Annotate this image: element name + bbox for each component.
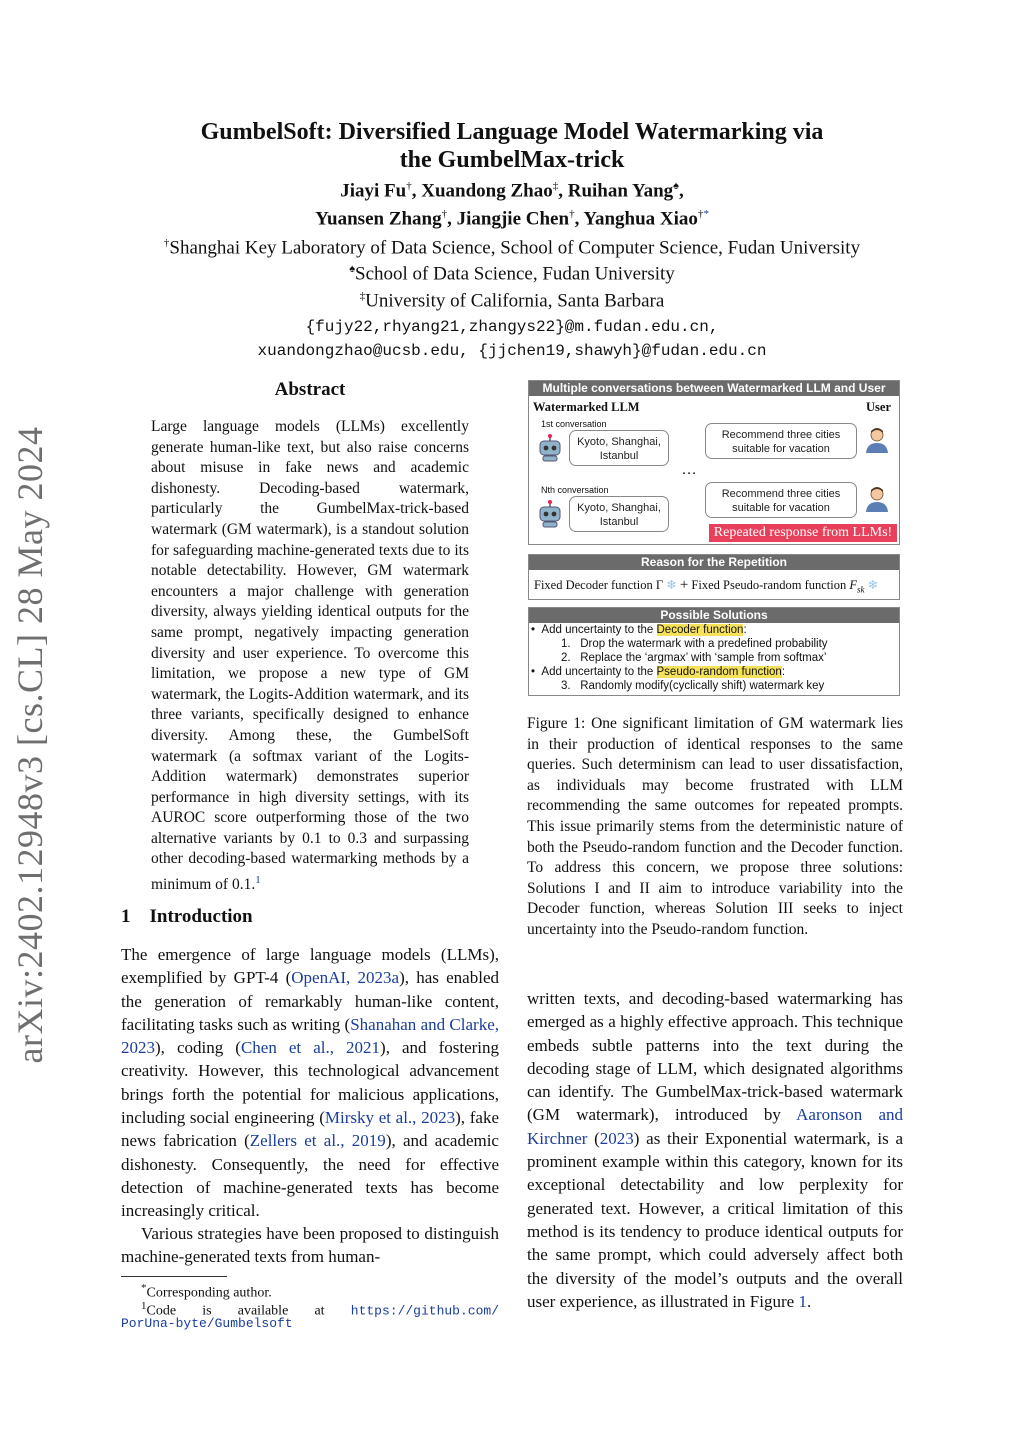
- citation-link[interactable]: Shanahan and Clarke, 2023: [121, 1014, 499, 1058]
- author-name: Jiayi Fu: [340, 180, 407, 202]
- panel-header: Reason for the Repetition: [529, 555, 899, 570]
- user-icon: [863, 485, 891, 513]
- text: ), and academic dishonesty. Consequently, the need for effective detection of machine-generated texts has become increasingly critical.: [121, 1131, 499, 1221]
- reason-decoder: Fixed Decoder function Γ: [534, 578, 664, 592]
- citation-link[interactable]: Aaronson and Kirchner: [527, 1105, 903, 1148]
- text: .: [806, 1291, 812, 1311]
- text: The emergence of large language models (LLMs), exemplified by GPT-4 (: [121, 945, 499, 988]
- author-name: Xuandong Zhao: [421, 180, 553, 202]
- snowflake-icon: ❄: [867, 578, 879, 592]
- code-url[interactable]: https://github.com/: [350, 1303, 499, 1319]
- author-name: Yuansen Zhang: [315, 208, 442, 230]
- user-query-bubble: Recommend three cities suitable for vacation: [705, 423, 857, 459]
- text: Add uncertainty to the: [541, 666, 657, 678]
- solution-bullet: • Add uncertainty to the Decoder function:: [531, 624, 747, 636]
- affil-mark: ♠: [673, 180, 679, 192]
- affiliation-1: [120, 237, 904, 259]
- affil-mark: ‡: [552, 180, 559, 192]
- email-line-1: {fujy22,rhyang21,zhangys22}@m.fudan.edu.cn,: [305, 318, 719, 336]
- figure-1-caption: Figure 1: One significant limitation of GM watermark lies in their production of identical responses to the same queries. Such determinism can lead to user dissatisfaction, as individuals may become frustrated with LLM recommending the same outcomes for repeated prompts. This issue primarily stems from the deterministic nature of both the Pseudo-random function and the Decoder function. To address this concern, we propose three solutions: Solutions I and II aim to introduce variability into the Decoder function, whereas Solution III seeks to inject uncertainty into the Pseudo-random function.: [527, 715, 903, 938]
- intro-paragraph-3: [527, 987, 903, 1313]
- section-number: 1: [121, 906, 131, 927]
- item-text: Randomly modify(cyclically shift) watermark key: [580, 680, 825, 692]
- user-icon: [863, 426, 891, 454]
- footnote-ref[interactable]: 1: [255, 874, 261, 887]
- affil-mark: †: [406, 180, 412, 192]
- text: Add uncertainty to the: [541, 624, 657, 636]
- affil-mark: ‡: [359, 290, 366, 302]
- title-line-1: GumbelSoft: Diversified Language Model Watermarking via: [200, 119, 824, 145]
- email-address[interactable]: {jjchen19,shawyh}@fudan.edu.cn: [478, 342, 767, 360]
- email-address[interactable]: xuandongzhao@ucsb.edu,: [257, 342, 469, 360]
- robot-icon: [535, 499, 565, 529]
- item-number: 2.: [561, 652, 571, 664]
- panel-header: Possible Solutions: [529, 608, 899, 623]
- highlight-pseudorandom: Pseudo-random function: [656, 666, 782, 678]
- arxiv-identifier: arXiv:2402.12948v3 [cs.CL] 28 May 2024: [10, 426, 50, 1064]
- figure-1: [528, 380, 900, 698]
- user-label: User: [866, 400, 891, 414]
- citation-link[interactable]: Chen et al., 2021: [240, 1038, 381, 1058]
- item-number: 1.: [561, 638, 571, 650]
- text: written texts, and decoding-based watermarking has emerged as a highly effective approach. This technique embeds subtle patterns into the text during the decoding stage of LLM, which designated algorithms can identify. The GumbelMax-trick-based watermark (GM watermark), introduced by: [527, 989, 903, 1125]
- function-subscript: sk: [857, 584, 865, 595]
- author-name: Ruihan Yang: [567, 180, 674, 202]
- function-symbol: F: [849, 578, 858, 592]
- solution-item: [561, 680, 824, 692]
- author-line-1: Jiayi Fu†, Xuandong Zhao‡, Ruihan Yang♠,: [340, 180, 684, 202]
- footnote-text: Code is available at: [146, 1303, 325, 1319]
- solution-bullet: • Add uncertainty to the Pseudo-random function:: [531, 666, 786, 678]
- affil-mark: †: [697, 208, 704, 220]
- footnote-text: Corresponding author.: [146, 1285, 272, 1301]
- text: :: [781, 666, 786, 678]
- section-heading-introduction: [121, 906, 501, 928]
- citation-link[interactable]: Zellers et al., 2019: [249, 1131, 386, 1151]
- plus-sign: +: [679, 577, 689, 593]
- text: ) as their Exponential watermark, is a prominent example within this category, known for its exceptional detectability and low perplexity for generated text. However, a critical limitation of this method is its tendency to produce identical outputs for the same prompt, which could adversely affect both the diversity of the model’s outputs and the overall user experience, as illustrated in Figure: [527, 1128, 903, 1311]
- llm-label: Watermarked LLM: [533, 400, 640, 414]
- item-number: 3.: [561, 680, 571, 692]
- solution-item: [561, 652, 826, 664]
- ellipsis: …: [681, 461, 697, 478]
- affiliation-2: [120, 263, 904, 285]
- code-url-continued[interactable]: PorUna-byte/Gumbelsoft: [121, 1316, 293, 1331]
- author-line-2: Yuansen Zhang†, Jiangjie Chen†, Yanghua Xiao†*: [315, 208, 709, 230]
- footnote-mark: *: [141, 1282, 147, 1294]
- item-text: Replace the ‘argmax’ with ‘sample from softmax’: [580, 652, 827, 664]
- robot-icon: [535, 433, 565, 463]
- solution-item: [561, 638, 828, 650]
- author-name: Yanghua Xiao: [583, 208, 698, 230]
- text: ), coding (: [155, 1038, 241, 1058]
- citation-link[interactable]: OpenAI, 2023a: [291, 968, 400, 988]
- affiliation-text: Shanghai Key Laboratory of Data Science, School of Computer Science, Fudan University: [169, 237, 861, 259]
- highlight-decoder: Decoder function: [656, 624, 744, 636]
- email-line-2: [120, 342, 904, 360]
- reason-text: [534, 577, 878, 595]
- intro-paragraph-2: Various strategies have been proposed to distinguish machine-generated texts from human-: [121, 1224, 499, 1267]
- paper-title: [120, 118, 904, 174]
- footnote-rule: [121, 1276, 227, 1277]
- llm-reply-bubble: Kyoto, Shanghai, Istanbul: [569, 430, 669, 466]
- title-line-2: the GumbelMax-trick: [399, 147, 625, 173]
- user-query-bubble: Recommend three cities suitable for vacation: [705, 482, 857, 518]
- affil-mark: †: [163, 237, 170, 249]
- conversation-panel: [528, 380, 900, 545]
- intro-paragraph-1: [121, 943, 499, 1223]
- affiliation-3: [120, 290, 904, 312]
- text: ), fake news fabrication (: [121, 1108, 499, 1151]
- abstract-body: [151, 417, 469, 896]
- affil-mark: †: [569, 208, 575, 220]
- panel-header: Multiple conversations between Watermarked LLM and User: [529, 381, 899, 396]
- item-text: Drop the watermark with a predefined probability: [580, 638, 828, 650]
- author-name: Jiangjie Chen: [456, 208, 570, 230]
- text: :: [743, 624, 747, 636]
- nth-conversation-label: Nth conversation: [541, 485, 609, 495]
- affil-mark: ♠: [349, 263, 356, 275]
- affil-mark: †: [441, 208, 448, 220]
- first-conversation-label: 1st conversation: [541, 419, 607, 429]
- reason-panel: [528, 554, 900, 600]
- citation-link[interactable]: 2023: [599, 1128, 634, 1148]
- reason-pseudorandom: Fixed Pseudo-random function: [691, 578, 850, 592]
- repeated-response-alert: Repeated response from LLMs!: [709, 524, 897, 542]
- footnote-mark: 1: [141, 1300, 147, 1312]
- abstract-heading: Abstract: [274, 379, 346, 400]
- llm-reply-bubble: Kyoto, Shanghai, Istanbul: [569, 496, 669, 532]
- solutions-panel: [528, 607, 900, 696]
- corresponding-mark: *: [703, 208, 709, 220]
- citation-link[interactable]: Mirsky et al., 2023: [324, 1108, 456, 1128]
- affiliation-text: University of California, Santa Barbara: [365, 290, 665, 312]
- abstract-text: Large language models (LLMs) excellently generate human-like text, but also raise concerns about misuse in fake news and academic dishonesty. Decoding-based watermark, particularly the GumbelMax-trick-based watermark (GM watermark), is a standout solution for safeguarding machine-generated texts due to its notable detectability. However, GM watermark encounters a major challenge with generation diversity, always yielding identical outputs for the same prompt, negatively impacting generation diversity and user experience. To overcome this limitation, we propose a new type of GM watermark, the Logits-Addition watermark, and its three variants, specifically designed to enhance diversity. Among these, the GumbelSoft watermark (a softmax variant of the Logits-Addition watermark) demonstrates superior performance in high diversity settings, with its AUROC score outperforming those of the two alternative variants by 0.1 to 0.3 and surpassing other decoding-based watermarking methods by a minimum of 0.1.: [151, 418, 469, 894]
- section-title: Introduction: [149, 906, 253, 927]
- figure-ref-link[interactable]: 1: [798, 1291, 807, 1311]
- affiliation-text: School of Data Science, Fudan University: [355, 263, 675, 285]
- text: ), and fostering creativity. However, this technological advancement brings forth the potential for malicious applications, including social engineering (: [121, 1038, 500, 1128]
- text: (: [587, 1128, 600, 1148]
- snowflake-icon: ❄: [666, 578, 677, 592]
- text: ), has enabled the generation of remarkably human-like content, facilitating tasks such as writing (: [121, 968, 499, 1034]
